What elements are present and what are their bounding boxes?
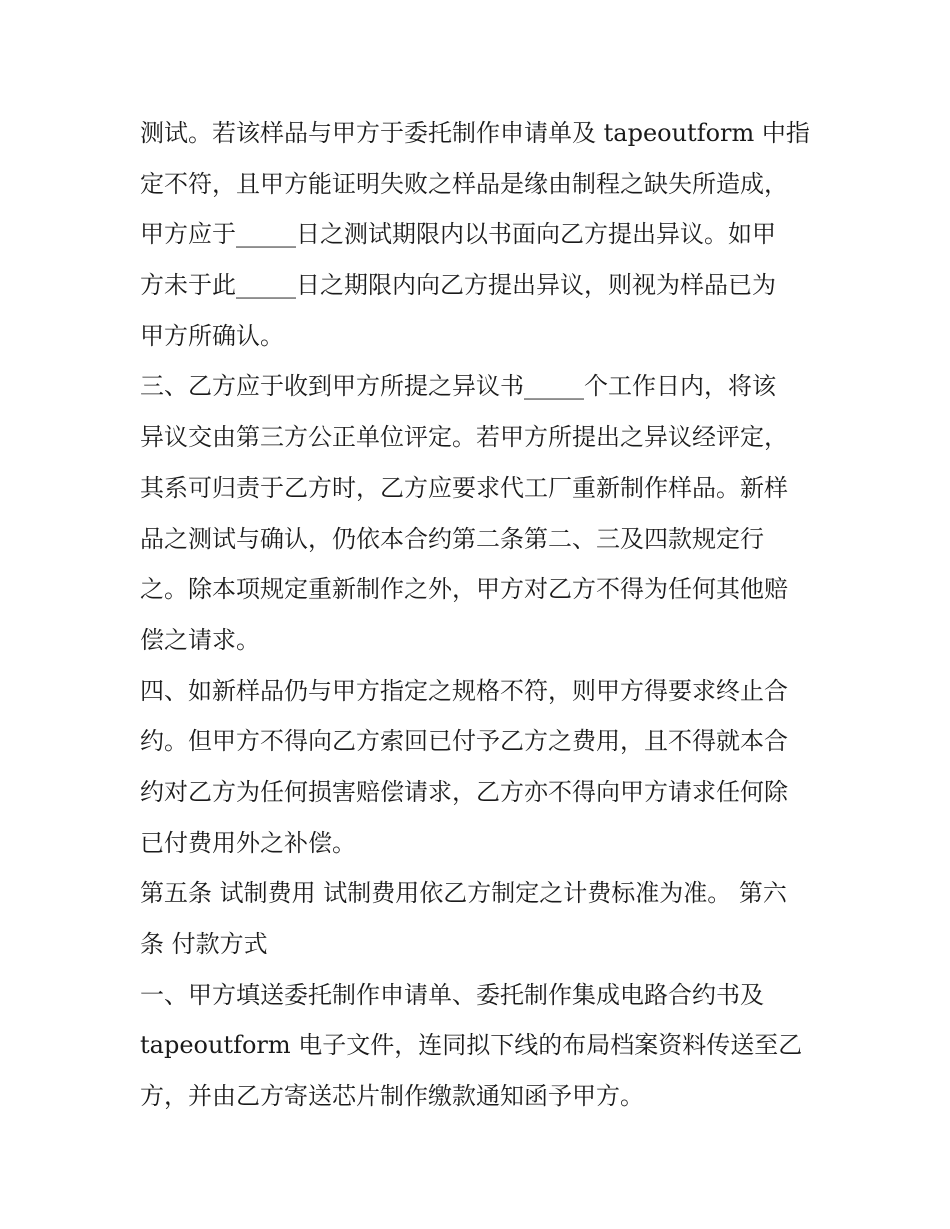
document-body [140,108,820,1122]
text-line: 方，并由乙方寄送芯片制作缴款通知函予甲方。 [140,1082,644,1111]
text-line: 甲方应于_____日之测试期限内以书面向乙方提出异议。如甲 [140,220,776,249]
text-line: 约。但甲方不得向乙方索回已付予乙方之费用，且不得就本合 [140,727,788,756]
text-line: 已付费用外之补偿。 [140,828,356,857]
text-line: 其系可归责于乙方时，乙方应要求代工厂重新制作样品。新样 [140,473,788,502]
text-line: 品之测试与确认，仍依本合约第二条第二、三及四款规定行 [140,524,764,553]
text-line: 约对乙方为任何损害赔偿请求，乙方亦不得向甲方请求任何除 [140,777,788,806]
text-line: 四、如新样品仍与甲方指定之规格不符，则甲方得要求终止合 [140,676,788,705]
text-line: 第五条 试制费用 试制费用依乙方制定之计费标准为准。 第六 [140,879,787,908]
text-line: 三、乙方应于收到甲方所提之异议书_____个工作日内，将该 [140,372,776,401]
text-line: 偿之请求。 [140,625,260,654]
text-line: 条 付款方式 [140,930,268,958]
text-line: 一、甲方填送委托制作申请单、委托制作集成电路合约书及 [140,980,764,1009]
text-line: 之。除本项规定重新制作之外，甲方对乙方不得为任何其他赔 [140,575,788,604]
text-line: 甲方所确认。 [140,321,284,350]
text-line: 定不符，且甲方能证明失败之样品是缘由制程之缺失所造成， [140,169,788,198]
text-line: 异议交由第三方公正单位评定。若甲方所提出之异议经评定， [140,423,788,452]
text-line: 方未于此_____日之期限内向乙方提出异议，则视为样品已为 [140,271,776,300]
text-line: tapeoutform 电子文件，连同拟下线的布局档案资料传送至乙 [140,1031,803,1060]
text-line: 测试。若该样品与甲方于委托制作申请单及 tapeoutform 中指 [140,119,810,147]
